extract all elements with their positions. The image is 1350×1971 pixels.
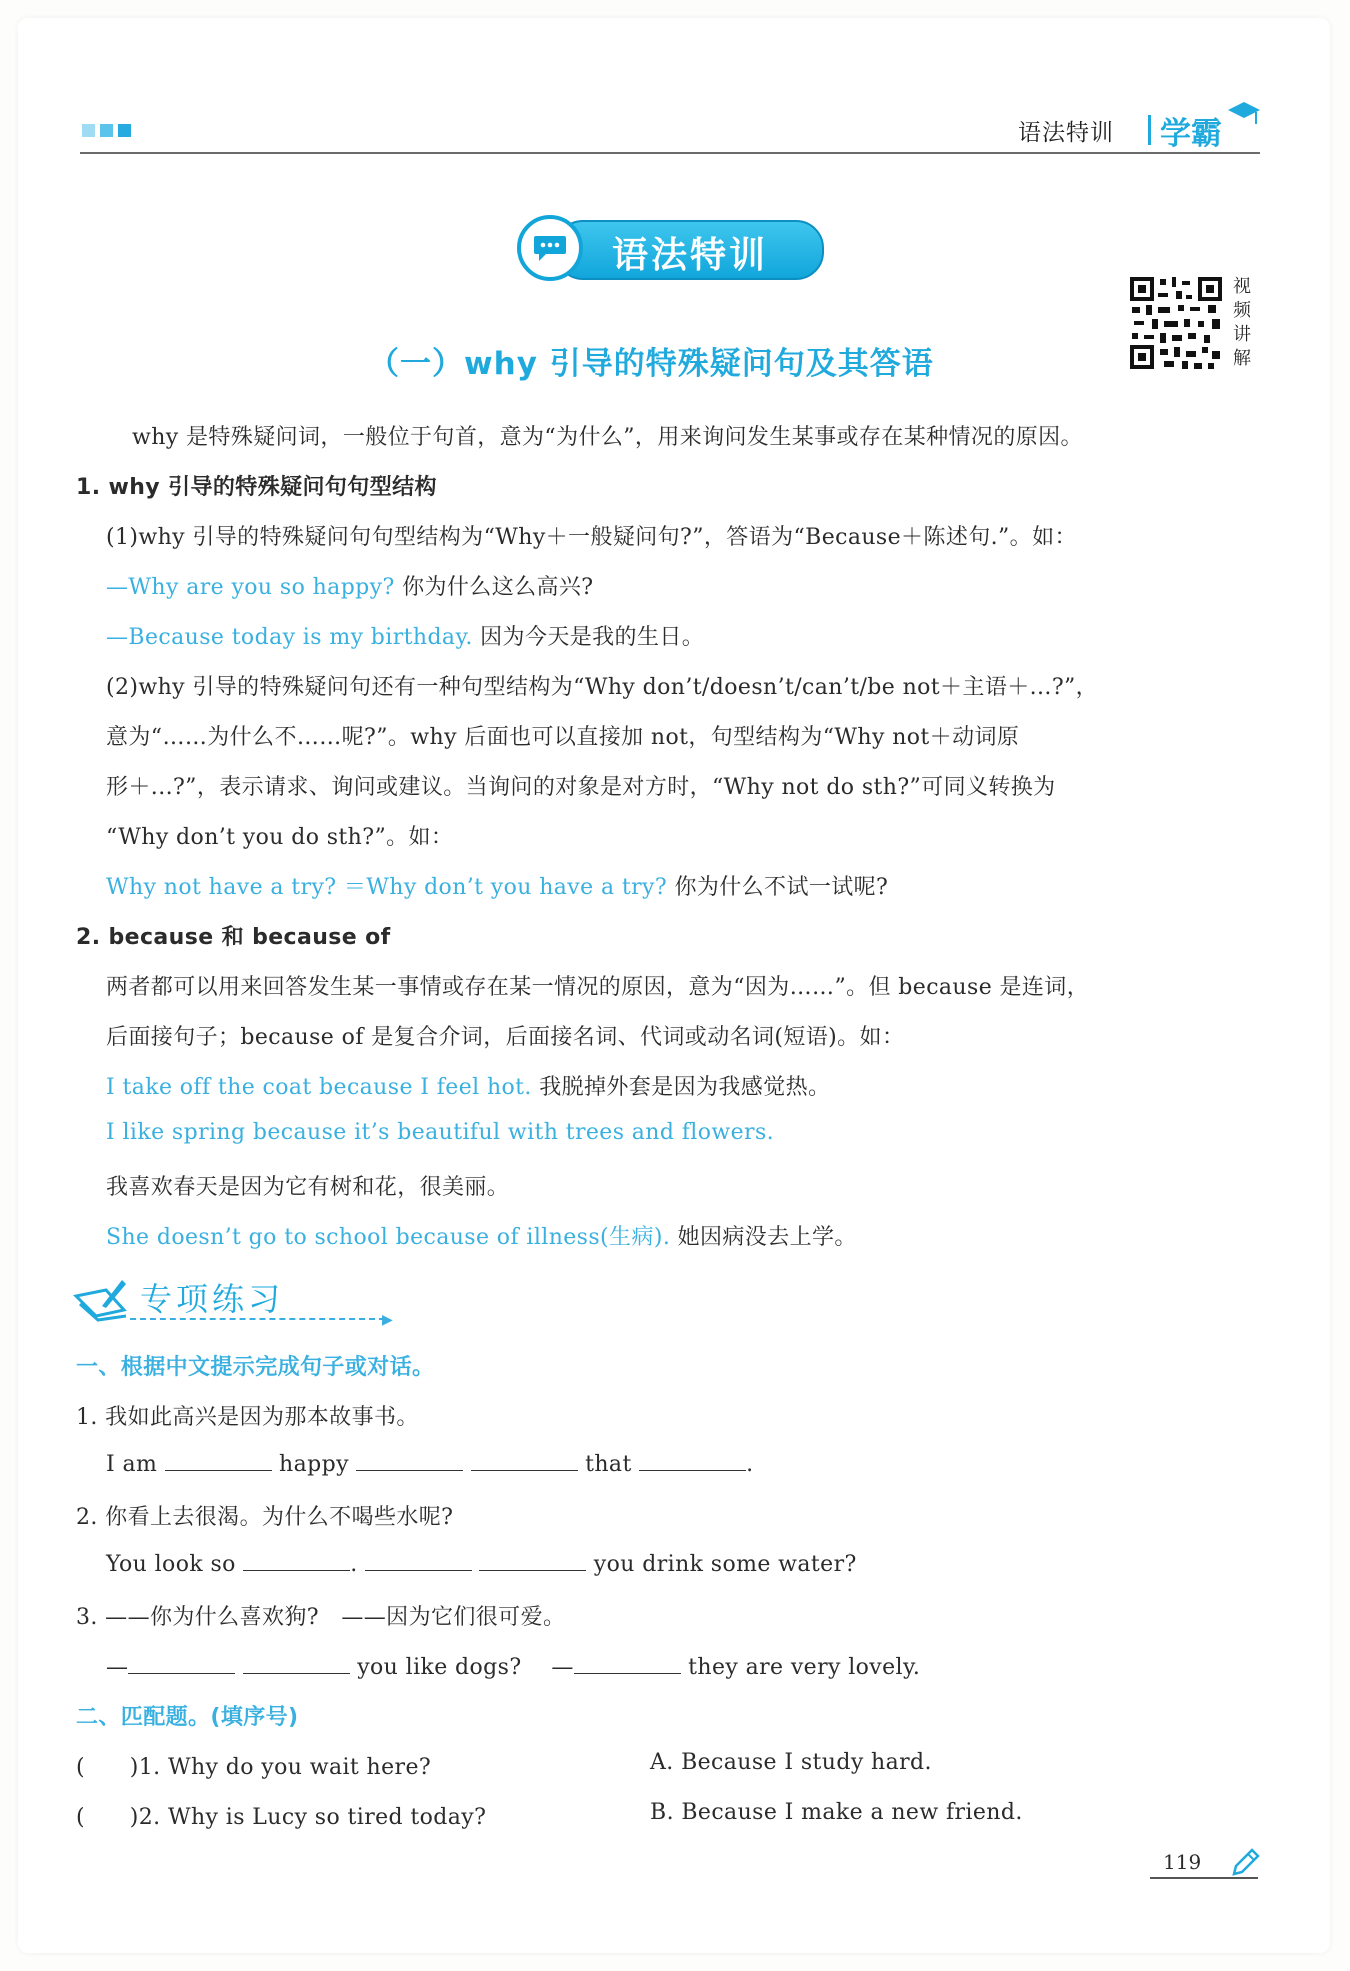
example-3 — [106, 870, 888, 901]
section-banner — [517, 215, 823, 281]
para-1: (1)why 引导的特殊疑问句句型结构为“Why＋一般疑问句?”，答语为“Because＋陈述句.”。如： — [106, 525, 1077, 550]
example-2-cn: 因为今天是我的生日。 — [472, 625, 705, 650]
example-1-cn: 你为什么这么高兴? — [394, 575, 594, 600]
practice-title: 专项练习 — [140, 1280, 285, 1318]
part-1-heading: 一、根据中文提示完成句子或对话。 — [76, 1355, 435, 1380]
example-5-cn: 我喜欢春天是因为它有树和花，很美丽。 — [106, 1175, 510, 1200]
header-square-2 — [100, 124, 113, 137]
question-1: 1. 我如此高兴是因为那本故事书。 — [76, 1405, 419, 1430]
example-6-cn: 她因病没去上学。 — [670, 1225, 857, 1250]
q1-text-4: . — [746, 1452, 754, 1477]
para-2-line-2: 意为“……为什么不……呢?”。why 后面也可以直接加 not，句型结构为“Why not＋动词原 — [106, 725, 1020, 750]
match-row-1 — [76, 1750, 431, 1781]
q1-text-3: that — [577, 1452, 640, 1477]
header-square-3 — [118, 124, 131, 137]
qr-label-char: 视 — [1233, 276, 1251, 297]
example-6 — [106, 1220, 857, 1251]
match-answer-slot[interactable]: ( ) — [76, 1805, 139, 1830]
example-3-cn: 你为什么不试一试呢? — [667, 875, 889, 900]
q1-text-1: I am — [106, 1452, 165, 1477]
header-rule — [80, 152, 1260, 154]
q3-text-3: they are very lovely. — [680, 1655, 921, 1680]
answer-blank[interactable] — [365, 1550, 472, 1571]
header-divider — [1148, 115, 1151, 145]
q3-text-2: you like dogs? — — [349, 1655, 574, 1680]
answer-blank[interactable] — [639, 1450, 746, 1471]
para-2-line-4: “Why don’t you do sth?”。如： — [106, 825, 454, 850]
example-1-en: —Why are you so happy? — [106, 575, 395, 600]
q2-text-1: You look so — [106, 1552, 244, 1577]
header-square-1 — [82, 124, 95, 137]
match-option-a: A. Because I study hard. — [650, 1750, 932, 1775]
q2-text-2: . — [350, 1552, 365, 1577]
example-2 — [106, 620, 704, 651]
practice-underline — [130, 1318, 385, 1320]
q2-text-3: you drink some water? — [586, 1552, 857, 1577]
practice-header — [72, 1272, 393, 1332]
example-4-en: I take off the coat because I feel hot. — [106, 1075, 532, 1100]
answer-blank[interactable] — [356, 1450, 463, 1471]
qr-label-char: 解 — [1233, 348, 1251, 369]
graduation-cap-icon — [1226, 98, 1262, 128]
qr-label-char: 频 — [1233, 300, 1251, 321]
para-3-line-1: 两者都可以用来回答发生某一事情或存在某一情况的原因，意为“因为……”。但 because 是连词， — [106, 975, 1090, 1000]
q3-text-1: — — [106, 1655, 129, 1680]
answer-blank[interactable] — [165, 1450, 272, 1471]
pencil-icon — [1230, 1848, 1260, 1878]
match-option-b: B. Because I make a new friend. — [650, 1800, 1023, 1825]
question-2-answer — [106, 1550, 857, 1577]
qr-code-icon[interactable] — [1128, 275, 1224, 371]
qr-label-char: 讲 — [1233, 324, 1251, 345]
example-4-cn: 我脱掉外套是因为我感觉热。 — [531, 1075, 831, 1100]
example-1 — [106, 570, 594, 601]
answer-blank[interactable] — [243, 1550, 350, 1571]
example-5-en: I like spring because it’s beautiful with trees and flowers. — [106, 1120, 775, 1145]
question-3-answer — [106, 1650, 920, 1681]
para-2-line-1: (2)why 引导的特殊疑问句还有一种句型结构为“Why don’t/doesn’t/can’t/be not＋主语＋...?”， — [106, 675, 1099, 700]
para-2-line-3: 形＋...?”，表示请求、询问或建议。当询问的对象是对方时，“Why not do sth?”可同义转换为 — [106, 775, 1056, 800]
speech-bubble-icon — [517, 215, 583, 281]
example-2-en: —Because today is my birthday. — [106, 625, 473, 650]
answer-blank[interactable] — [479, 1550, 586, 1571]
match-answer-slot[interactable]: ( ) — [76, 1755, 139, 1780]
brand-logo: 学霸 — [1160, 116, 1222, 152]
question-3: 3. ——你为什么喜欢狗? ——因为它们很可爱。 — [76, 1605, 566, 1630]
part-2-heading: 二、匹配题。(填序号) — [76, 1705, 299, 1730]
example-4 — [106, 1070, 830, 1101]
answer-blank[interactable] — [128, 1653, 235, 1674]
question-2: 2. 你看上去很渴。为什么不喝些水呢? — [76, 1505, 454, 1530]
notebook-pen-icon — [72, 1276, 130, 1326]
banner-title: 语法特训 — [612, 235, 769, 276]
para-3-line-2: 后面接句子；because of 是复合介词，后面接名词、代词或动名词(短语)。如： — [106, 1025, 905, 1050]
page-number: 119 — [1163, 1850, 1202, 1874]
header-title: 语法特训 — [1018, 120, 1114, 146]
heading-1: 1. why 引导的特殊疑问句句型结构 — [76, 475, 437, 500]
question-1-answer — [106, 1450, 754, 1477]
match-row-2 — [76, 1800, 486, 1831]
qr-label — [1233, 275, 1253, 371]
intro-text: why 是特殊疑问词，一般位于句首，意为“为什么”，用来询问发生某事或存在某种情况的原因。 — [132, 425, 1083, 450]
answer-blank[interactable] — [574, 1653, 681, 1674]
answer-blank[interactable] — [243, 1653, 350, 1674]
example-6-en: She doesn’t go to school because of illness(生病). — [106, 1225, 671, 1250]
header-decoration — [82, 124, 131, 137]
section-title: （一）why 引导的特殊疑问句及其答语 — [368, 346, 934, 382]
match-question-1: 1. Why do you wait here? — [138, 1755, 432, 1780]
answer-blank[interactable] — [471, 1450, 578, 1471]
arrow-right-icon: ▶ — [382, 1312, 393, 1328]
example-3-en: Why not have a try? ＝Why don’t you have a try? — [106, 875, 668, 900]
heading-2: 2. because 和 because of — [76, 925, 391, 950]
match-question-2: 2. Why is Lucy so tired today? — [138, 1805, 487, 1830]
q1-text-2: happy — [271, 1452, 357, 1477]
